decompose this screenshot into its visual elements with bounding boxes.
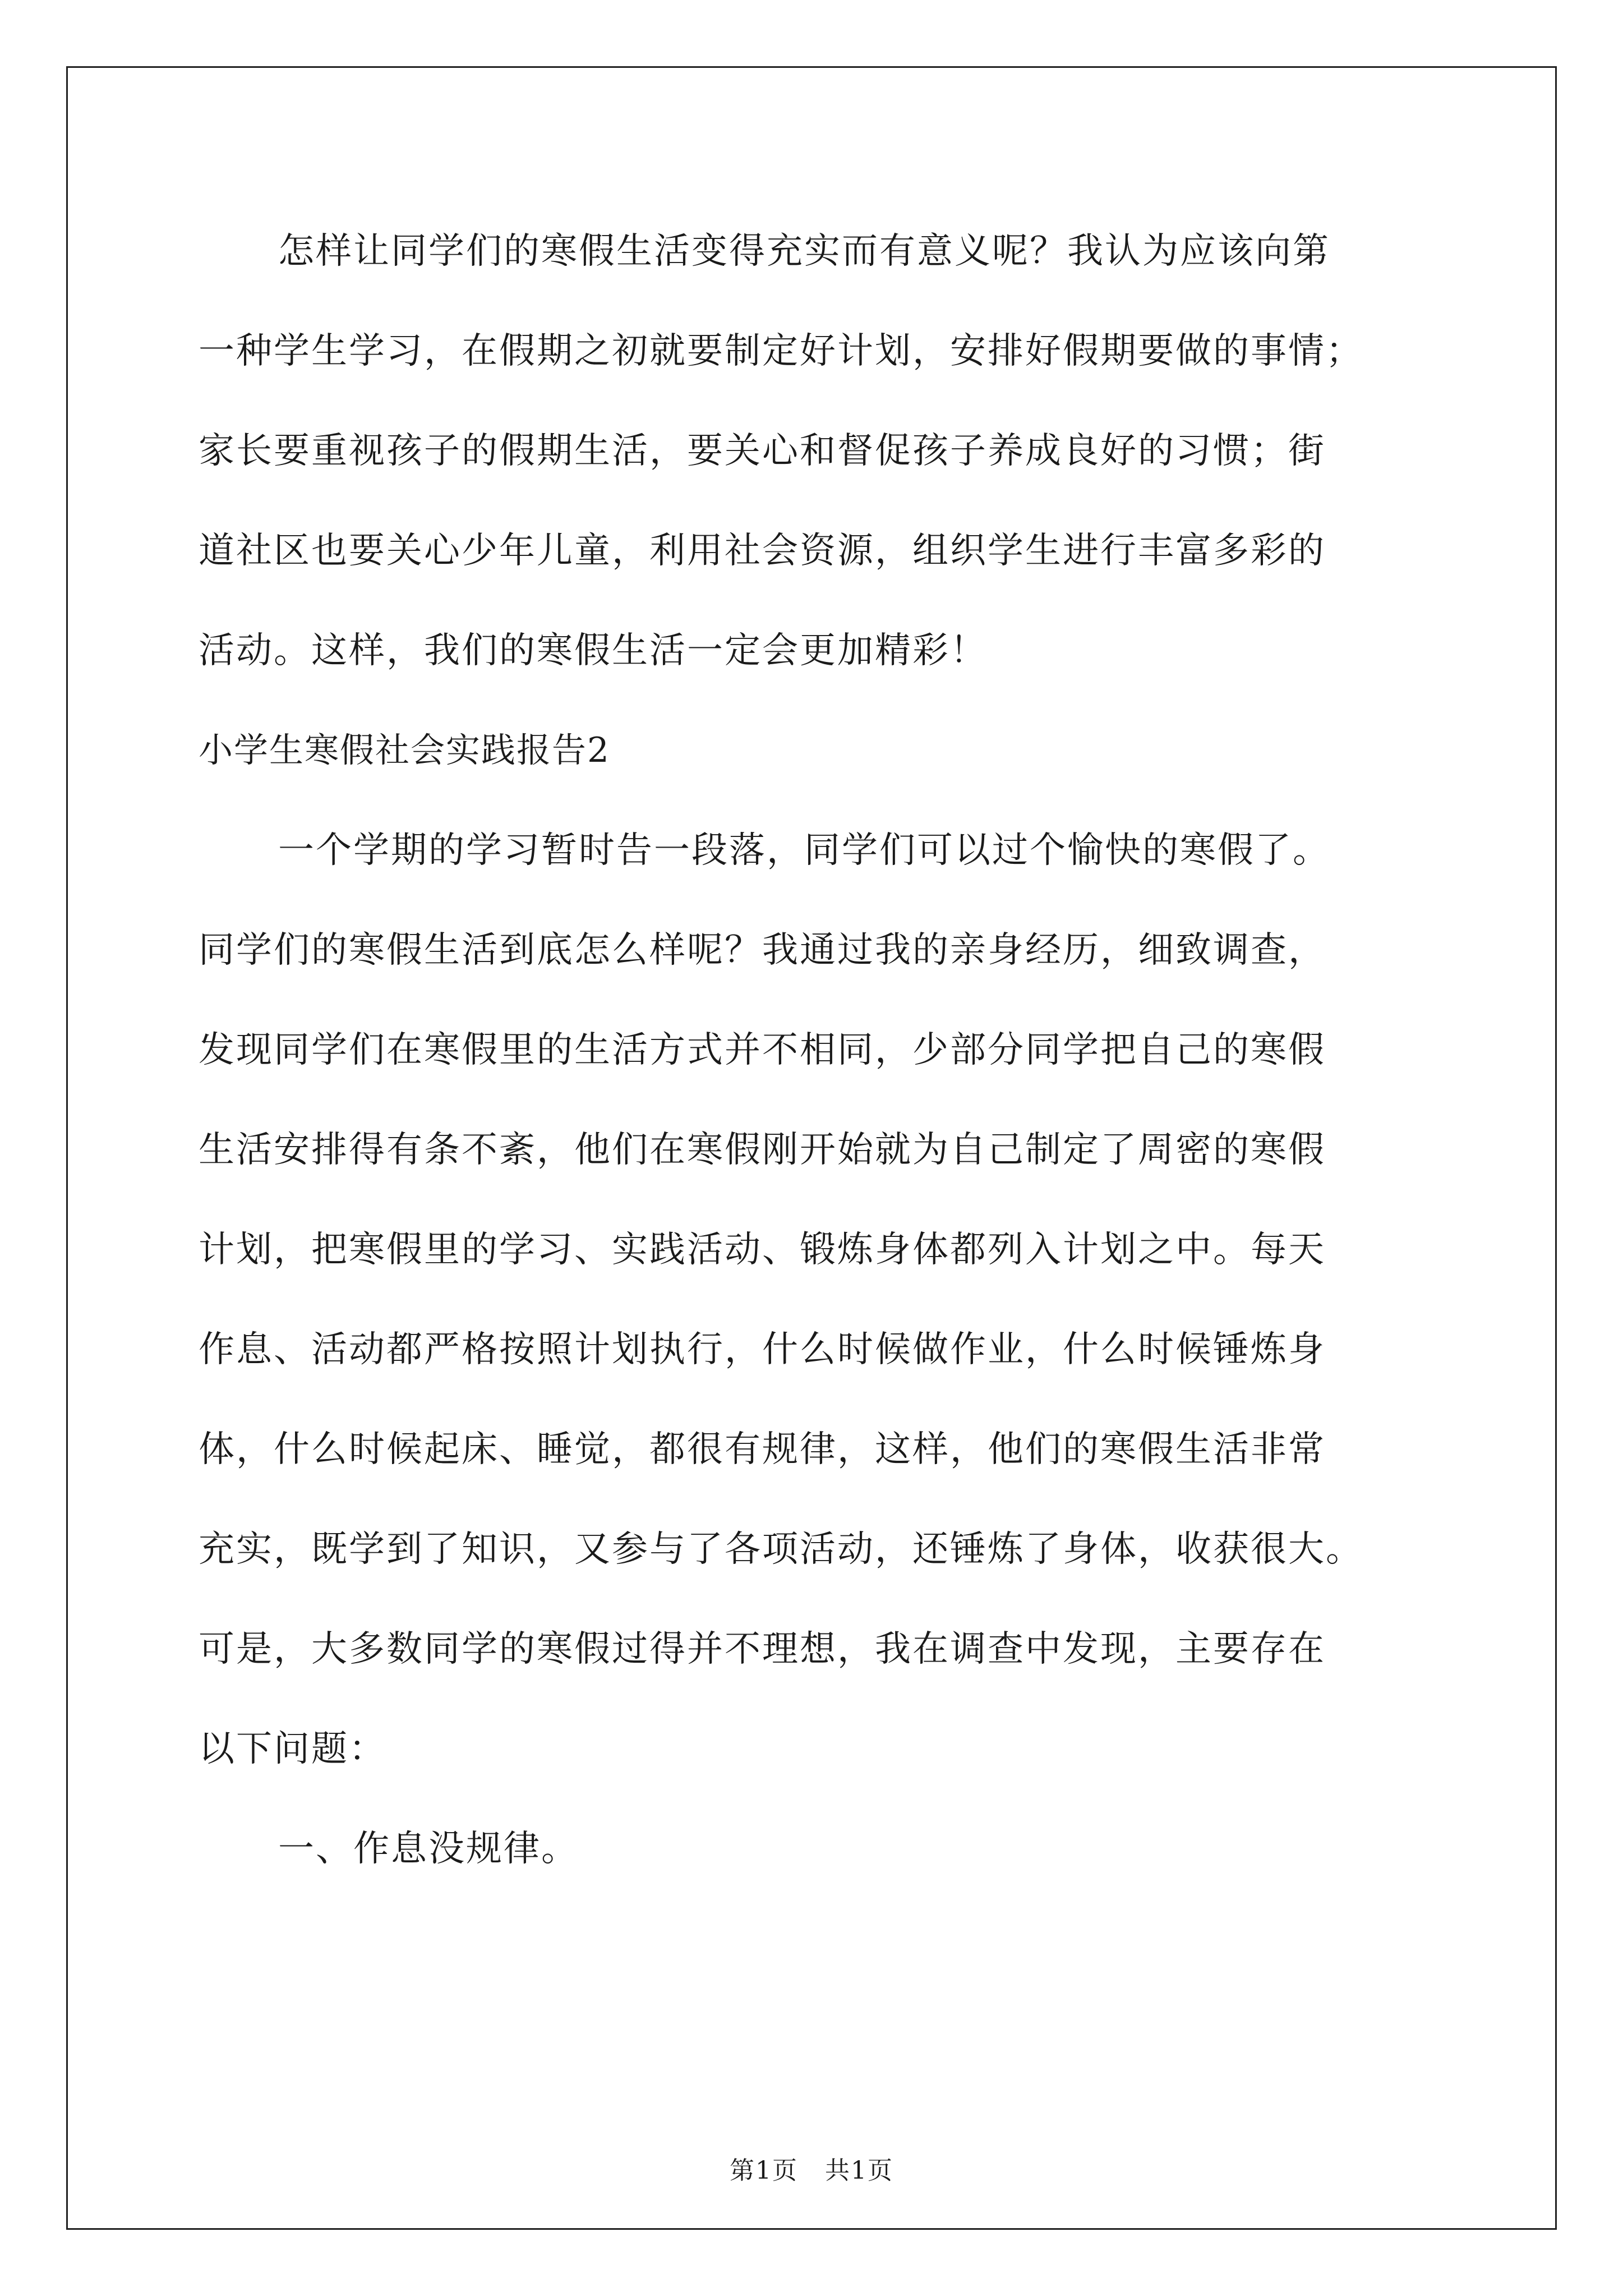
paragraph-line: 家长要重视孩子的假期生活，要关心和督促孩子养成良好的习惯；街	[199, 430, 1326, 472]
page-footer	[0, 2154, 1623, 2188]
paragraph-line: 道社区也要关心少年儿童，利用社会资源，组织学生进行丰富多彩的	[199, 530, 1326, 572]
paragraph-line: 发现同学们在寒假里的生活方式并不相同，少部分同学把自己的寒假	[199, 1029, 1326, 1071]
paragraph-line: 作息、活动都严格按照计划执行，什么时候做作业，什么时候锤炼身	[199, 1329, 1326, 1370]
page-number: 第1页	[730, 2156, 798, 2185]
paragraph-line: 一个学期的学习暂时告一段落，同学们可以过个愉快的寒假了。	[278, 830, 1330, 871]
paragraph-line: 生活安排得有条不紊，他们在寒假刚开始就为自己制定了周密的寒假	[199, 1129, 1326, 1171]
paragraph-line: 可是，大多数同学的寒假过得并不理想，我在调查中发现，主要存在	[199, 1628, 1326, 1670]
paragraph-line: 充实，既学到了知识，又参与了各项活动，还锤炼了身体，收获很大。	[199, 1529, 1363, 1570]
paragraph-line: 计划，把寒假里的学习、实践活动、锻炼身体都列入计划之中。每天	[199, 1229, 1326, 1271]
paragraph-line: 一种学生学习，在假期之初就要制定好计划，安排好假期要做的事情；	[199, 330, 1363, 372]
document-body	[199, 223, 1427, 1921]
section-heading: 小学生寒假社会实践报告2	[199, 730, 610, 770]
list-item-line: 一、作息没规律。	[278, 1828, 579, 1870]
paragraph-line: 体，什么时候起床、睡觉，都很有规律，这样，他们的寒假生活非常	[199, 1429, 1326, 1470]
paragraph-line: 活动。这样，我们的寒假生活一定会更加精彩！	[199, 630, 988, 671]
page-total: 共1页	[825, 2156, 893, 2185]
paragraph-line: 同学们的寒假生活到底怎么样呢？我通过我的亲身经历，细致调查，	[199, 930, 1326, 971]
paragraph-line: 怎样让同学们的寒假生活变得充实而有意义呢？我认为应该向第	[278, 231, 1330, 272]
paragraph-line: 以下问题：	[199, 1728, 386, 1770]
